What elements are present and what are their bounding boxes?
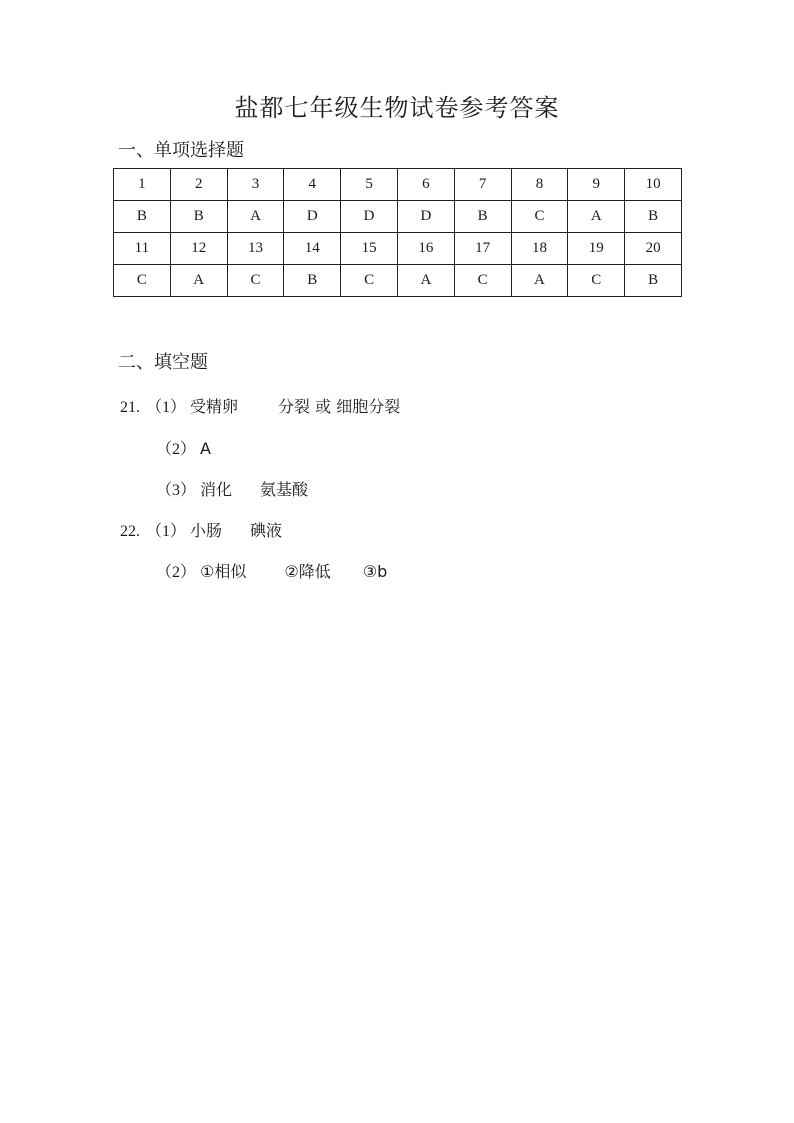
question-number-cell: 19 xyxy=(568,233,625,265)
q22-number: 22. xyxy=(120,523,140,540)
question-number-cell: 6 xyxy=(397,169,454,201)
answer-cell: B xyxy=(625,201,682,233)
table-row-answers xyxy=(114,201,682,233)
answer-cell: B xyxy=(625,265,682,297)
question-number-cell: 9 xyxy=(568,169,625,201)
q21-part1-label: （1） xyxy=(146,399,187,416)
q22-part2-answer-a: ①相似 xyxy=(200,562,247,581)
q22-part1-answer-a: 小肠 xyxy=(190,521,223,540)
question-number-cell: 7 xyxy=(454,169,511,201)
q21-part3-answer-a: 消化 xyxy=(200,480,233,499)
q21-part3-label: （3） xyxy=(156,482,197,499)
answer-cell: A xyxy=(170,265,227,297)
question-number-cell: 10 xyxy=(625,169,682,201)
answer-cell: C xyxy=(454,265,511,297)
page-title: 盐都七年级生物试卷参考答案 xyxy=(234,94,560,122)
q21-part2-answer: A xyxy=(200,439,211,458)
q22-part2 xyxy=(156,559,387,582)
question-number-cell: 18 xyxy=(511,233,568,265)
answer-cell: C xyxy=(511,201,568,233)
answer-cell: A xyxy=(511,265,568,297)
question-number-cell: 14 xyxy=(284,233,341,265)
table-row-question-numbers xyxy=(114,169,682,201)
question-number-cell: 11 xyxy=(114,233,171,265)
answer-cell: A xyxy=(227,201,284,233)
table-row-answers xyxy=(114,265,682,297)
answer-cell: A xyxy=(568,201,625,233)
q22-part1 xyxy=(120,518,282,541)
question-number-cell: 1 xyxy=(114,169,171,201)
q21-part3-answer-b: 氨基酸 xyxy=(260,480,309,499)
answer-cell: B xyxy=(284,265,341,297)
question-number-cell: 3 xyxy=(227,169,284,201)
q21-part3 xyxy=(156,477,308,500)
q22-part2-answer-b: ②降低 xyxy=(284,562,331,581)
question-number-cell: 4 xyxy=(284,169,341,201)
q22-part2-answer-c: ③b xyxy=(362,562,388,581)
answer-cell: B xyxy=(170,201,227,233)
section-heading-multiple-choice: 一、单项选择题 xyxy=(118,140,244,161)
question-number-cell: 15 xyxy=(341,233,398,265)
answer-cell: B xyxy=(454,201,511,233)
q22-part1-label: （1） xyxy=(146,523,187,540)
answer-table xyxy=(113,168,682,297)
answer-cell: D xyxy=(341,201,398,233)
q21-part1 xyxy=(120,394,400,417)
section-heading-fill-in: 二、填空题 xyxy=(118,352,208,373)
q21-part2 xyxy=(156,436,211,459)
answer-cell: C xyxy=(568,265,625,297)
answer-cell: D xyxy=(397,201,454,233)
q21-number: 21. xyxy=(120,399,140,416)
question-number-cell: 12 xyxy=(170,233,227,265)
question-number-cell: 17 xyxy=(454,233,511,265)
question-number-cell: 8 xyxy=(511,169,568,201)
question-number-cell: 13 xyxy=(227,233,284,265)
q21-part1-answer-a: 受精卵 xyxy=(190,397,239,416)
answer-cell: C xyxy=(227,265,284,297)
answer-cell: C xyxy=(341,265,398,297)
answer-cell: D xyxy=(284,201,341,233)
table-row-question-numbers xyxy=(114,233,682,265)
question-number-cell: 2 xyxy=(170,169,227,201)
q22-part2-label: （2） xyxy=(156,564,197,581)
question-number-cell: 5 xyxy=(341,169,398,201)
question-number-cell: 20 xyxy=(625,233,682,265)
q22-part1-answer-b: 碘液 xyxy=(250,521,283,540)
q21-part1-answer-b: 分裂 或 细胞分裂 xyxy=(278,397,401,416)
question-number-cell: 16 xyxy=(397,233,454,265)
answer-cell: A xyxy=(397,265,454,297)
answer-cell: B xyxy=(114,201,171,233)
q21-part2-label: （2） xyxy=(156,441,197,458)
answer-cell: C xyxy=(114,265,171,297)
